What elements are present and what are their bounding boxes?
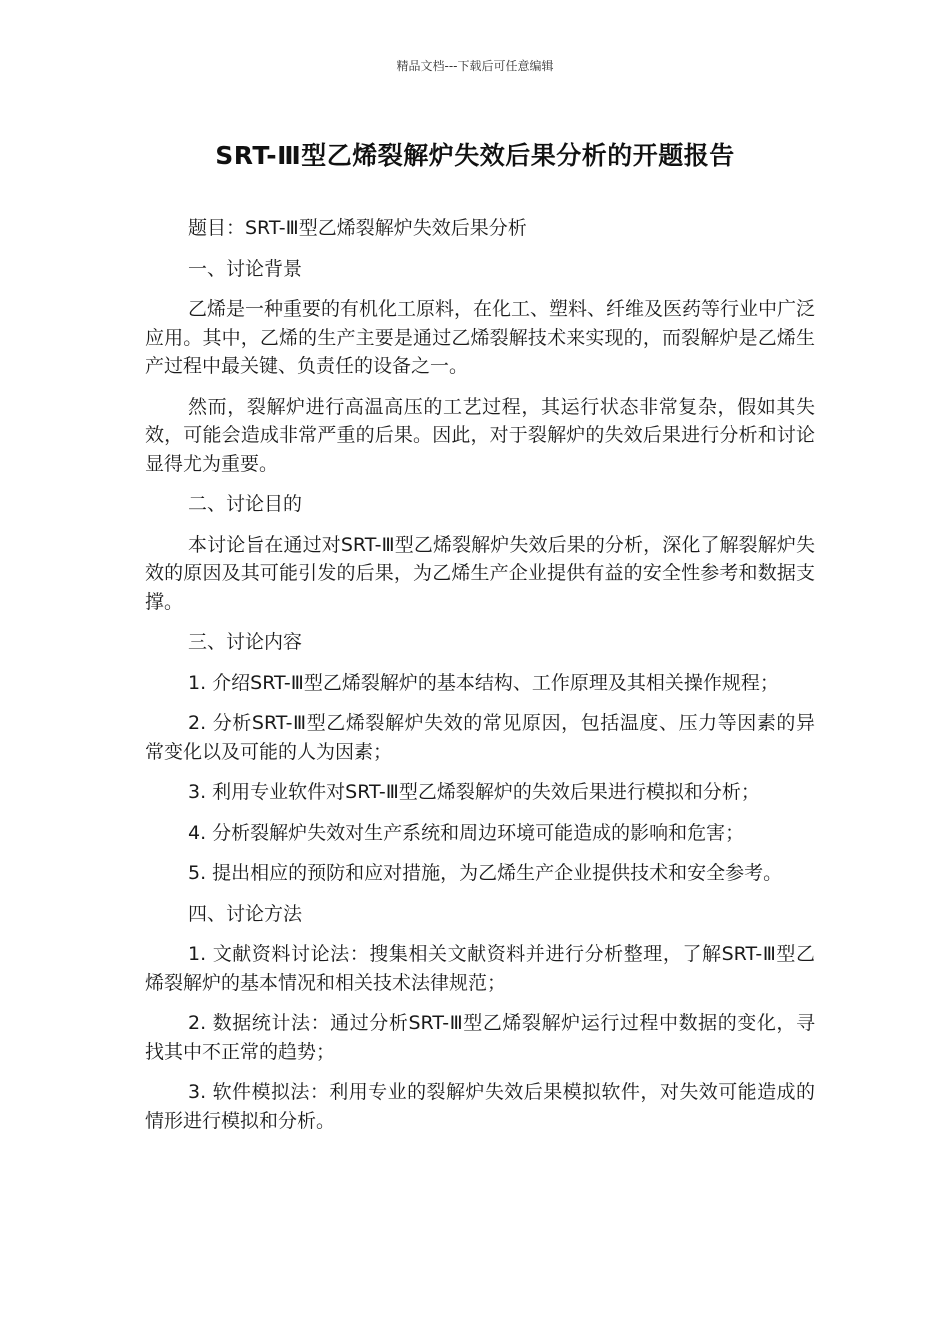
content-item-1: 1. 介绍SRT-Ⅲ型乙烯裂解炉的基本结构、工作原理及其相关操作规程； bbox=[188, 671, 779, 694]
background-paragraph-1: 乙烯是一种重要的有机化工原料，在化工、塑料、纤维及医药等行业中广泛应用。其中，乙烯的生产主要是通过乙烯裂解技术来实现的，而裂解炉是乙烯生产过程中最关键、负责任的设备之一。 bbox=[145, 298, 816, 377]
document-title: SRT-Ⅲ型乙烯裂解炉失效后果分析的开题报告 bbox=[215, 141, 735, 170]
section-heading-method: 四、讨论方法 bbox=[188, 902, 303, 925]
background-paragraph-2: 然而，裂解炉进行高温高压的工艺过程，其运行状态非常复杂，假如其失效，可能会造成非常严重的后果。因此，对于裂解炉的失效后果进行分析和讨论显得尤为重要。 bbox=[145, 395, 815, 475]
content-item-5: 5. 提出相应的预防和应对措施，为乙烯生产企业提供技术和安全参考。 bbox=[188, 862, 783, 884]
document-body bbox=[145, 214, 815, 1147]
content-item-3: 3. 利用专业软件对SRT-Ⅲ型乙烯裂解炉的失效后果进行模拟和分析； bbox=[188, 781, 760, 803]
content-item-2: 2. 分析SRT-Ⅲ型乙烯裂解炉失效的常见原因，包括温度、压力等因素的异常变化以及可能的人为因素； bbox=[145, 712, 815, 763]
header-note: 精品文档---下载后可任意编辑 bbox=[396, 59, 554, 73]
section-heading-background: 一、讨论背景 bbox=[188, 257, 303, 280]
purpose-paragraph: 本讨论旨在通过对SRT-Ⅲ型乙烯裂解炉失效后果的分析，深化了解裂解炉失效的原因及其可能引发的后果，为乙烯生产企业提供有益的安全性参考和数据支撑。 bbox=[145, 533, 815, 613]
content-item-4: 4. 分析裂解炉失效对生产系统和周边环境可能造成的影响和危害； bbox=[188, 821, 745, 844]
section-heading-purpose: 二、讨论目的 bbox=[188, 493, 303, 515]
method-item-2: 2. 数据统计法：通过分析SRT-Ⅲ型乙烯裂解炉运行过程中数据的变化，寻找其中不正常的趋势； bbox=[145, 1012, 815, 1063]
method-item-3: 3. 软件模拟法：利用专业的裂解炉失效后果模拟软件，对失效可能造成的情形进行模拟和分析。 bbox=[145, 1081, 815, 1132]
section-heading-content: 三、讨论内容 bbox=[188, 631, 303, 653]
method-item-1: 1. 文献资料讨论法：搜集相关文献资料并进行分析整理，了解SRT-Ⅲ型乙烯裂解炉的基本情况和相关技术法律规范； bbox=[145, 943, 815, 994]
topic-line: 题目：SRT-Ⅲ型乙烯裂解炉失效后果分析 bbox=[188, 217, 527, 239]
